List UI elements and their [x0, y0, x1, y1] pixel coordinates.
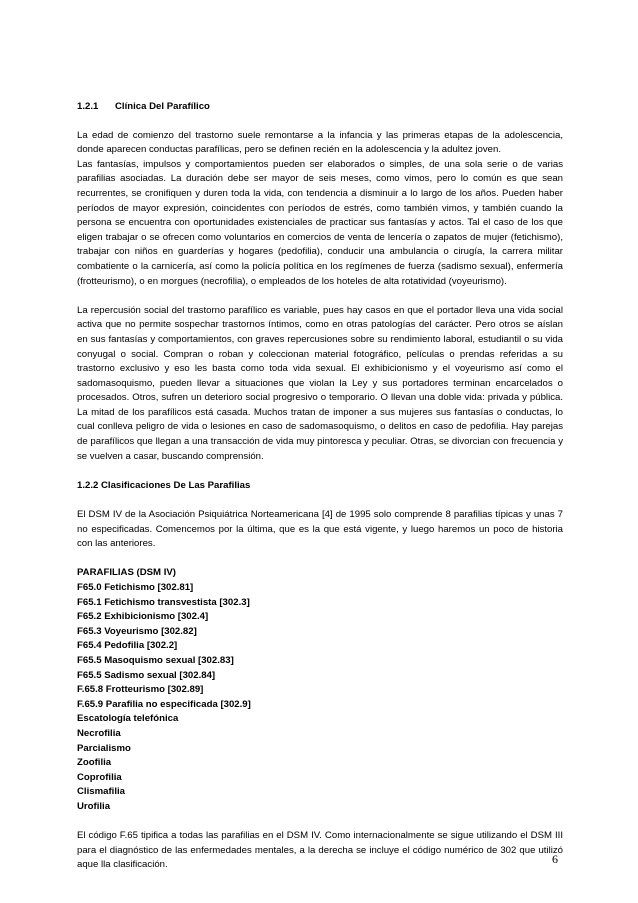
list-item: Parcialismo [77, 742, 131, 754]
paragraph-closing: El código F.65 tipifica a todas las parafilias en el DSM IV. Como internacionalmente se sigue utilizando el DSM III para el diagnóstico de las enfermedades mentales, a la derecha se incluye el código numérico de 302 que utilizó aque lla clasificación. [77, 830, 563, 871]
section-heading-1-2-2: 1.2.2 Clasificaciones De Las Parafilias [77, 479, 251, 491]
list-item: Clismafilia [77, 786, 125, 798]
list-item: PARAFILIAS (DSM IV) [77, 567, 176, 579]
paragraph-social-repercussion: La repercusión social del trastorno parafílico es variable, pues hay casos en que el portador lleva una vida social activa que no permite sospechar trastornos íntimos, como en otras patologías del carácter. Pero otros se aíslan en sus fantasías y comportamientos, con graves repercusiones sobre su rendimiento laboral, estudiantil o su vida conyugal o social. Compran o roban y coleccionan material fotográfico, películas o prendas referidas a su trastorno exclusivo y eso les basta como toda vida sexual. El exhibicionismo y el voyeurismo así como el sadomasoquismo, pueden llevar a situaciones que violan la Ley y sus portadores terminan encarcelados o procesados. Otros, sufren un deterioro social progresivo o temporario. O llevan una doble vida: privada y pública. La mitad de los parafílicos está casada. Muchos tratan de imponer a sus mujeres sus fantasías o conductas, lo cual conlleva peligro de vida o lesiones en caso de sadomasoquismo, o delitos en caso de pedofilia. Hay parejas de parafílicos que llegan a una transacción de vida muy pintoresca y peculiar. Otras, se divorcian con frecuencia y se vuelven a casar, buscando comprensión. [77, 304, 563, 462]
section-title: Clínica Del Parafílico [115, 101, 210, 112]
list-item: F65.5 Sadismo sexual [302.84] [77, 669, 216, 681]
list-item: F.65.9 Parafilia no especificada [302.9] [77, 698, 251, 710]
list-item: Necrofilia [77, 727, 121, 739]
list-item: Zoofilia [77, 757, 112, 769]
paragraph-onset: La edad de comienzo del trastorno suele remontarse a la infancia y las primeras etapas de la adolescencia, donde aparecen conductas parafílicas, pero se definen recién en la adolescencia y la adultez joven. [77, 129, 563, 156]
list-item: Coprofilia [77, 771, 122, 783]
section-number: 1.2.1 [77, 101, 99, 112]
list-item: Escatología telefónica [77, 713, 179, 725]
list-item: F65.5 Masoquismo sexual [302.83] [77, 654, 234, 666]
list-item: F65.1 Fetichismo transvestista [302.3] [77, 596, 250, 608]
list-item: F65.3 Voyeurismo [302.82] [77, 625, 197, 637]
page-content [77, 100, 563, 873]
list-item: F65.2 Exhibicionismo [302.4] [77, 611, 209, 623]
list-item: F.65.8 Frotteurismo [302.89] [77, 684, 204, 696]
list-item: F65.0 Fetichismo [302.81] [77, 582, 194, 593]
list-item: Urofilia [77, 800, 111, 812]
page-number: 6 [552, 852, 558, 866]
paragraph-dsm-intro: El DSM IV de la Asociación Psiquiátrica Norteamericana [4] de 1995 solo comprende 8 parafilias típicas y unas 7 no especificadas. Comencemos por la última, que es la que está vigente, y luego haremos un poco de historia con las anteriores. [77, 509, 563, 550]
section-heading-1-2-1 [77, 100, 563, 115]
paraphilia-list [77, 566, 563, 814]
list-item: F65.4 Pedofilia [302.2] [77, 640, 178, 652]
paragraph-fantasies: Las fantasías, impulsos y comportamientos pueden ser elaborados o simples, de una sola serie o de varias parafilias asociadas. La duración debe ser mayor de seis meses, como vimos, pero lo común es que sean recurrentes, se cronifiquen y duren toda la vida, con tendencia a disminuir a lo largo de los años. Pueden haber períodos de mayor expresión, coincidentes con períodos de estrés, como también vimos, y también cuando la persona se encuentra con oportunidades existenciales de practicar sus fantasías y actos. Tal el caso de los que eligen trabajar o se ofrecen como voluntarios en comercios de venta de lencería o zapatos de mujer (fetichismo), trabajar con niños en guarderías y hogares (pedofilia), conducir una ambulancia o cirugía, la carrera militar combatiente o la carnicería, así como la policía política en los regímenes de fuerza (sadismo sexual), enfermería (frotteurismo), o en morgues (necrofilia), o empleados de los hoteles de alta rotatividad (voyeurismo). [77, 158, 563, 287]
